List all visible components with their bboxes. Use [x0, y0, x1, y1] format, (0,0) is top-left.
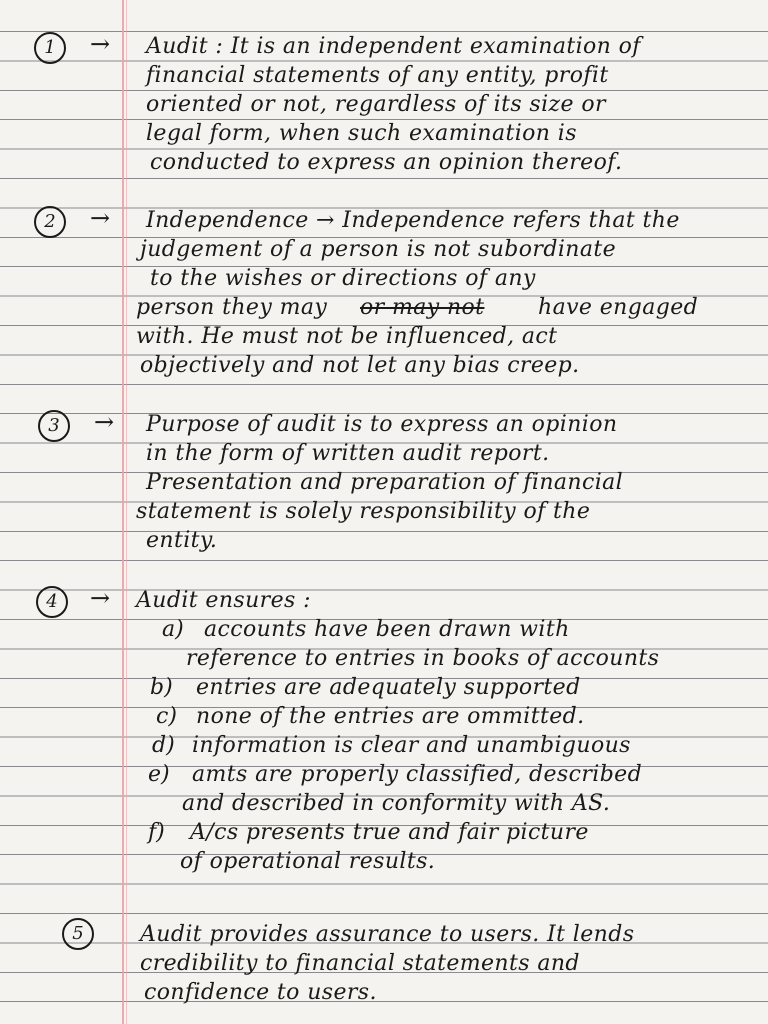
arrow-icon: →: [90, 584, 111, 612]
item-line: of operational results.: [180, 849, 436, 874]
section-3-line: Presentation and preparation of financial: [146, 470, 624, 495]
section-number-1: 1: [34, 32, 66, 64]
section-1-line: legal form, when such examination is: [146, 121, 577, 146]
section-5-line: confidence to users.: [144, 980, 377, 1005]
margin-line-inner: [126, 0, 127, 1024]
section-1-line: financial statements of any entity, profit: [146, 63, 609, 88]
section-number-3: 3: [38, 410, 70, 442]
item-line: entries are adequately supported: [196, 675, 581, 700]
item-marker: b): [150, 675, 173, 700]
arrow-icon: →: [90, 30, 111, 58]
item-line: information is clear and unambiguous: [192, 733, 631, 758]
section-5-line: credibility to financial statements and: [140, 951, 580, 976]
section-3-line: in the form of written audit report.: [146, 441, 550, 466]
section-number-2: 2: [34, 206, 66, 238]
section-number-5: 5: [62, 918, 94, 950]
arrow-icon: →: [90, 204, 111, 232]
item-line: none of the entries are ommitted.: [196, 704, 585, 729]
section-1-line: conducted to express an opinion thereof.: [150, 150, 623, 175]
section-5-line: Audit provides assurance to users. It lends: [140, 922, 635, 947]
item-line: amts are properly classified, described: [192, 762, 643, 787]
item-line: and described in conformity with AS.: [182, 791, 611, 816]
item-line: accounts have been drawn with: [204, 617, 570, 642]
section-3-line: statement is solely responsibility of the: [136, 499, 591, 524]
item-marker: e): [148, 762, 170, 787]
section-1-line: oriented or not, regardless of its size or: [146, 92, 606, 117]
section-2-line: Independence → Independence refers that the: [146, 208, 680, 233]
section-1-line: Audit : It is an independent examination of: [146, 34, 641, 59]
section-number-4: 4: [36, 586, 68, 618]
section-2-line: have engaged: [538, 295, 699, 320]
section-2-line: with. He must not be influenced, act: [136, 324, 558, 349]
item-line: A/cs presents true and fair picture: [190, 820, 589, 845]
arrow-icon: →: [94, 408, 115, 436]
item-marker: f): [148, 820, 165, 845]
struck-text: or may not: [360, 295, 485, 320]
section-4-heading: Audit ensures :: [136, 588, 311, 613]
item-marker: a): [162, 617, 184, 642]
section-2-line: objectively and not let any bias creep.: [140, 353, 580, 378]
item-marker: d): [152, 733, 175, 758]
item-marker: c): [156, 704, 177, 729]
section-3-line: Purpose of audit is to express an opinion: [146, 412, 618, 437]
section-2-line: person they may: [136, 295, 328, 320]
section-2-line: judgement of a person is not subordinate: [140, 237, 617, 262]
item-line: reference to entries in books of accounts: [186, 646, 660, 671]
margin-line: [122, 0, 124, 1024]
section-2-line: to the wishes or directions of any: [150, 266, 536, 291]
section-3-line: entity.: [146, 528, 218, 553]
